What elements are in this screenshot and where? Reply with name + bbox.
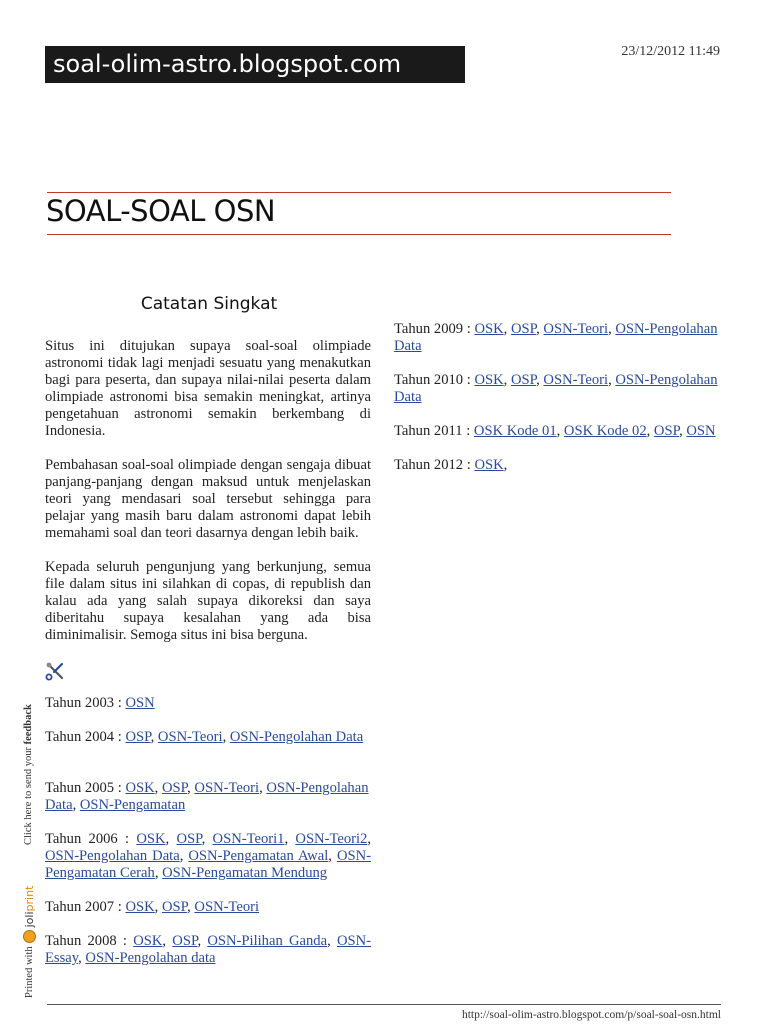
intro-paragraph-2: Pembahasan soal-soal olimpiade dengan sengaja dibuat panjang-panjang dengan maksud untuk menjelaskan teori yang mendasari soal tersebut sehingga para pelajar yang masih baru dalam astronomi dapat lebih memahami soal dan teori dasarnya dengan lebih baik. [45,457,371,541]
year-link[interactable]: OSN-Pengolahan data [85,950,216,966]
year-link[interactable]: OSP [161,780,188,796]
feedback-link[interactable] [23,704,34,845]
feedback-word: feedback [23,704,34,745]
year-label: Tahun 2006 : [45,831,130,847]
year-entry: Tahun 2004 : OSP, OSN-Teori, OSN-Pengolahan Data [45,729,364,745]
year-label: Tahun 2009 : [394,321,471,337]
year-entry: Tahun 2008 : OSK, OSP, OSN-Pilihan Ganda, OSN-Essay, OSN-Pengolahan data [45,933,372,966]
year-link[interactable]: OSN-Teori2 [295,831,368,847]
left-column [45,294,371,984]
year-link[interactable]: OSN-Essay [45,933,372,966]
tools-icon [45,661,65,681]
year-link[interactable]: OSK [474,457,504,473]
printed-with-badge[interactable] [23,886,36,998]
year-link[interactable]: OSP [125,729,151,745]
year-link[interactable]: OSN-Pengolahan Data [394,321,718,354]
year-link[interactable]: OSN-Teori [157,729,223,745]
year-link[interactable]: OSP [653,423,680,439]
year-label: Tahun 2012 : [394,457,471,473]
year-entry: Tahun 2006 : OSK, OSP, OSN-Teori1, OSN-Teori2, OSN-Pengolahan Data, OSN-Pengamatan Awal, OSN-Pengamatan Cerah, OSN-Pengamatan Mendung [45,831,371,881]
year-label: Tahun 2010 : [394,372,471,388]
year-link[interactable]: OSP [172,933,198,949]
title-rule-bottom [47,234,671,235]
year-trail: , [503,457,508,473]
year-entry: Tahun 2009 : OSK, OSP, OSN-Teori, OSN-Pengolahan Data [394,321,718,354]
year-link[interactable]: OSN-Pengamatan Cerah [45,848,371,881]
year-link[interactable]: OSK Kode 01 [473,423,557,439]
title-rule-top [47,192,671,193]
year-label: Tahun 2003 : [45,695,122,711]
feedback-prefix: Click here to send your [23,747,34,845]
section-heading: Catatan Singkat [140,294,278,314]
year-link[interactable]: OSN-Pengamatan Awal [188,848,329,864]
year-entry: Tahun 2010 : OSK, OSP, OSN-Teori, OSN-Pengolahan Data [394,372,718,405]
year-link[interactable]: OSK [125,780,155,796]
joliprint-logo: joliprint [23,885,36,928]
footer-url[interactable]: http://soal-olim-astro.blogspot.com/p/soal-soal-osn.html [461,1009,721,1021]
right-column [394,321,720,491]
intro-paragraph-3: Kepada seluruh pengunjung yang berkunjung, semua file dalam situs ini silahkan di copas, di republish dan kalau ada yang salah supaya dikoreksi dan saya diberitahu supaya kesalahan yang ada bisa diminimalisir. Semoga situs ini bisa berguna. [45,559,371,643]
year-link[interactable]: OSN-Teori [543,372,609,388]
year-link[interactable]: OSK [136,831,166,847]
year-link[interactable]: OSK [474,372,504,388]
year-label: Tahun 2007 : [45,899,122,915]
page-title: SOAL-SOAL OSN [46,194,276,228]
year-link[interactable]: OSK [125,899,155,915]
site-name-badge[interactable]: soal-olim-astro.blogspot.com [45,46,465,83]
year-list-right [394,321,720,474]
year-link[interactable]: OSN-Teori1 [212,831,285,847]
year-link[interactable]: OSN-Pengolahan Data [45,780,369,813]
print-timestamp: 23/12/2012 11:49 [621,44,720,59]
year-link[interactable]: OSN-Pilihan Ganda [207,933,328,949]
year-link[interactable]: OSK [133,933,163,949]
year-link[interactable]: OSN-Teori [194,899,260,915]
year-entry [394,457,720,474]
year-link[interactable]: OSN-Teori [194,780,260,796]
year-label: Tahun 2005 : [45,780,122,796]
intro-paragraph-1: Situs ini ditujukan supaya soal-soal olimpiade astronomi tidak lagi menjadi sesuatu yang menakutkan bagi para peserta, dan supaya nilai-nilai peserta dalam olimpiade astronomi bisa semakin meningkat, artinya pengetahuan astronomi semakin berkembang di Indonesia. [45,338,371,439]
year-entry [45,695,371,712]
year-link[interactable]: OSN-Pengolahan Data [394,372,718,405]
year-link[interactable]: OSN-Pengolahan Data [229,729,364,745]
year-entry: Tahun 2005 : OSK, OSP, OSN-Teori, OSN-Pengolahan Data, OSN-Pengamatan [45,780,369,813]
year-label: Tahun 2004 : [45,729,122,745]
year-entry: Tahun 2007 : OSK, OSP, OSN-Teori [45,899,260,915]
year-entry: Tahun 2011 : OSK Kode 01, OSK Kode 02, OSP, OSN [394,423,716,439]
year-link[interactable]: OSN-Pengamatan [79,797,186,813]
year-link[interactable]: OSN-Teori [543,321,609,337]
year-label: Tahun 2011 : [394,423,471,439]
year-link[interactable]: OSN-Pengolahan Data [45,848,180,864]
year-link[interactable]: OSP [510,372,537,388]
year-link[interactable]: OSN-Pengamatan Mendung [162,865,328,881]
year-link[interactable]: OSN [686,423,716,439]
year-link[interactable]: OSK Kode 02 [563,423,647,439]
year-link[interactable]: OSP [510,321,537,337]
printed-with-label: Printed with [24,946,35,998]
year-link[interactable]: OSP [176,831,202,847]
year-label: Tahun 2008 : [45,933,127,949]
year-link[interactable]: OSN [125,695,155,711]
year-link[interactable]: OSK [474,321,504,337]
joliprint-logo-icon [23,930,36,943]
footer-rule [47,1004,721,1005]
year-link[interactable]: OSP [161,899,188,915]
year-list-left [45,695,371,967]
